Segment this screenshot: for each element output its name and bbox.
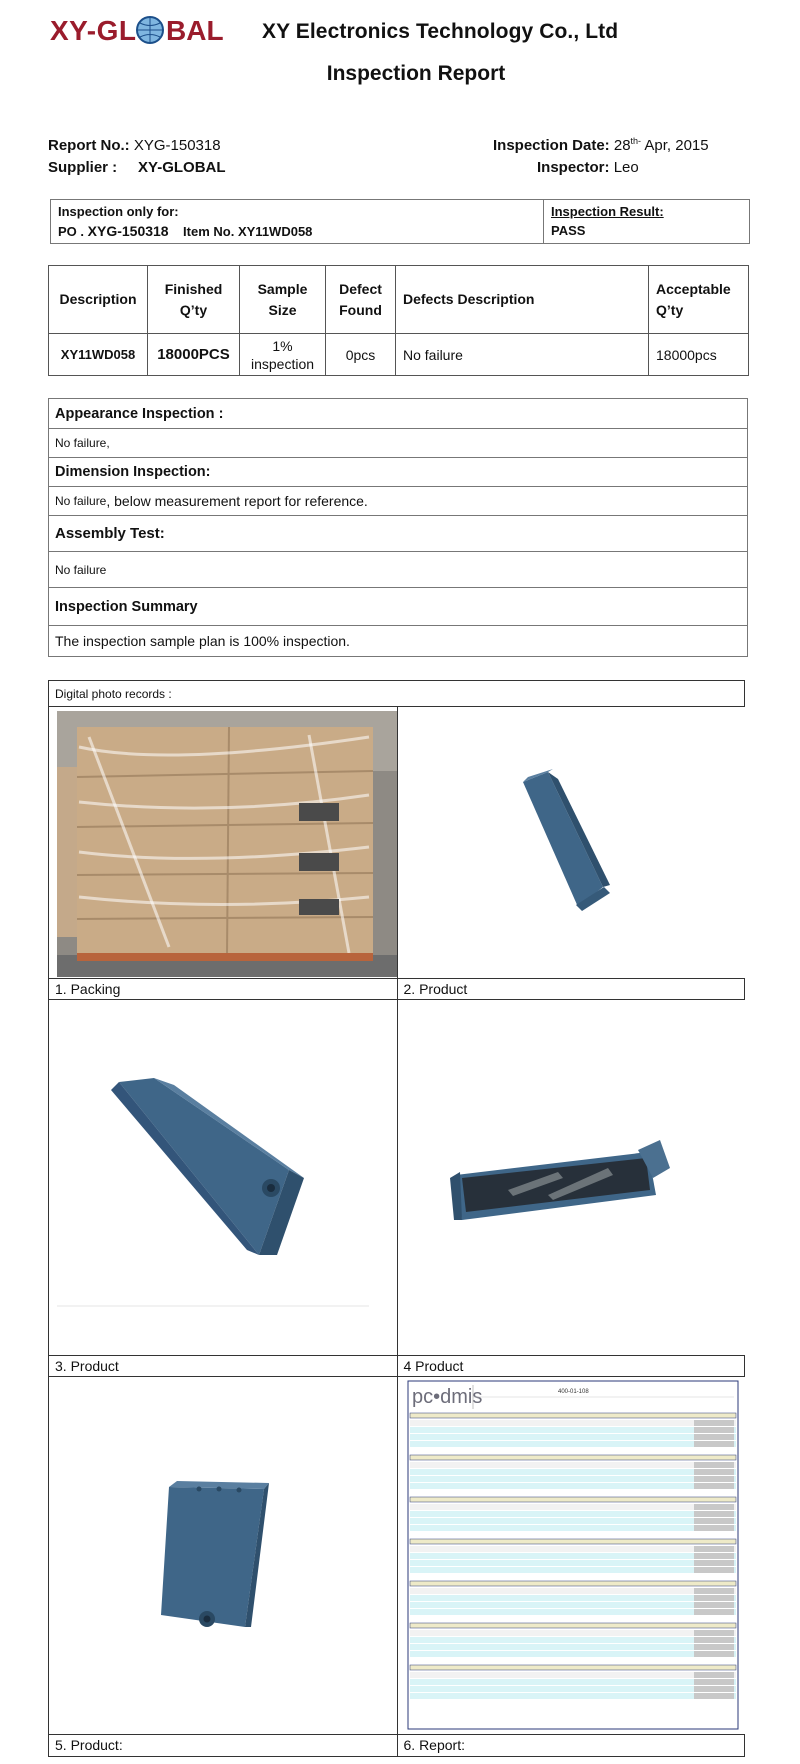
report-row [410, 1469, 736, 1475]
dimension-text: No failure , below measurement report for reference. [49, 487, 747, 516]
dimension-heading: Dimension Inspection: [49, 458, 747, 487]
report-row [410, 1630, 736, 1636]
report-cell [694, 1672, 734, 1678]
report-row [410, 1504, 736, 1510]
report-cell [694, 1693, 734, 1699]
report-row [410, 1434, 736, 1440]
report-row [410, 1644, 736, 1650]
company-name: XY Electronics Technology Co., Ltd [262, 20, 619, 43]
report-cell [694, 1546, 734, 1552]
report-band [410, 1497, 736, 1502]
report-row [410, 1595, 736, 1601]
report-band [410, 1665, 736, 1670]
report-cell [694, 1441, 734, 1447]
report-band [410, 1455, 736, 1460]
cell-defect: 0pcs [326, 334, 396, 376]
report-title: Inspection Report [326, 62, 506, 85]
report-cell [694, 1469, 734, 1475]
report-row [410, 1476, 736, 1482]
caption-4: 4 Product [397, 1356, 745, 1376]
assembly-heading: Assembly Test: [49, 516, 747, 552]
photo-product-3 [49, 1000, 397, 1355]
photo-product-5 [49, 1377, 397, 1734]
report-brand: pc•dmis [411, 1386, 482, 1408]
photo-product-2 [397, 707, 745, 978]
report-row [410, 1483, 736, 1489]
caption-2: 2. Product [397, 979, 745, 999]
report-cell [694, 1609, 734, 1615]
report-row [410, 1427, 736, 1433]
po-line: PO . XYG-150318 Item No. XY11WD058 [58, 223, 313, 239]
report-cell [694, 1525, 734, 1531]
product-photo-3 [49, 1000, 397, 1355]
col-description: Description [49, 266, 148, 334]
report-row [410, 1553, 736, 1559]
report-row [410, 1560, 736, 1566]
report-cell [694, 1511, 734, 1517]
inspection-result-label: Inspection Result: [551, 204, 664, 219]
report-cell [694, 1602, 734, 1608]
product-photo-4 [398, 1000, 746, 1355]
report-cell [694, 1588, 734, 1594]
inspection-info-table [50, 199, 750, 244]
report-cell [694, 1483, 734, 1489]
report-cell [694, 1595, 734, 1601]
report-cell [694, 1644, 734, 1650]
report-cell [694, 1567, 734, 1573]
inspection-result: PASS [551, 223, 586, 238]
report-cell [694, 1462, 734, 1468]
caption-3: 3. Product [55, 1358, 119, 1374]
report-band [410, 1539, 736, 1544]
report-row [410, 1679, 736, 1685]
report-row [410, 1441, 736, 1447]
report-code: 400-01-108 [557, 1389, 589, 1395]
caption-6: 6. Report: [397, 1735, 745, 1756]
report-row [410, 1525, 736, 1531]
report-cell [694, 1420, 734, 1426]
photo-report [397, 1377, 745, 1734]
report-cell [694, 1553, 734, 1559]
caption-1: 1. Packing [55, 981, 121, 997]
photo-product-4 [397, 1000, 745, 1355]
col-acceptable: Acceptable Q’ty [649, 266, 749, 334]
report-cell [694, 1518, 734, 1524]
report-cell [694, 1630, 734, 1636]
report-row [410, 1420, 736, 1426]
report-row [410, 1693, 736, 1699]
report-band [410, 1623, 736, 1628]
svg-text:XY-GL: XY-GL [50, 15, 137, 46]
report-band [410, 1581, 736, 1586]
report-row [410, 1546, 736, 1552]
inspection-date: Inspection Date: $28^{th-}$ Apr, 2015 [493, 136, 709, 154]
inspection-sections [48, 398, 748, 657]
cell-sample: 1% inspection [240, 334, 326, 376]
col-finished: Finished Q’ty [148, 266, 240, 334]
report-row [410, 1588, 736, 1594]
report-row [410, 1518, 736, 1524]
product-photo-5 [49, 1377, 397, 1734]
report-row [410, 1672, 736, 1678]
appearance-heading: Appearance Inspection : [49, 399, 747, 429]
summary-heading: Inspection Summary [49, 588, 747, 626]
col-defect: Defect Found [326, 266, 396, 334]
cell-finished: 18000PCS [148, 334, 240, 376]
summary-text: The inspection sample plan is 100% inspection. [55, 633, 350, 649]
report-row [410, 1637, 736, 1643]
report-cell [694, 1427, 734, 1433]
report-cell [694, 1434, 734, 1440]
report-row [410, 1609, 736, 1615]
col-sample: Sample Size [240, 266, 326, 334]
report-no: Report No.: XYG-150318 [48, 137, 221, 154]
report-row [410, 1462, 736, 1468]
report-cell [694, 1651, 734, 1657]
assembly-text: No failure [49, 552, 747, 588]
report-row [410, 1511, 736, 1517]
report-band [410, 1413, 736, 1418]
cell-description: XY11WD058 [49, 334, 148, 376]
report-row [410, 1602, 736, 1608]
report-cell [694, 1504, 734, 1510]
product-photo-2 [398, 707, 746, 978]
report-row [410, 1651, 736, 1657]
supplier: Supplier : XY-GLOBAL [48, 159, 226, 176]
report-row [410, 1567, 736, 1573]
report-cell [694, 1637, 734, 1643]
report-cell [694, 1686, 734, 1692]
report-cell [694, 1476, 734, 1482]
svg-text:BAL: BAL [166, 15, 224, 46]
report-cell [694, 1560, 734, 1566]
photo-records [48, 680, 745, 1757]
report-cell [694, 1679, 734, 1685]
quantity-table [48, 265, 749, 376]
measurement-report-image [398, 1377, 746, 1734]
packing-photo [49, 707, 397, 978]
appearance-text: No failure, [49, 429, 747, 458]
photo-records-title: Digital photo records : [49, 681, 744, 707]
cell-defects-description: No failure [396, 334, 649, 376]
report-row [410, 1686, 736, 1692]
inspector: Inspector: Leo [537, 159, 639, 176]
inspection-only-for: Inspection only for: [58, 204, 179, 219]
caption-5: 5. Product: [55, 1737, 123, 1753]
company-logo [50, 10, 250, 50]
cell-acceptable: 18000pcs [649, 334, 749, 376]
photo-packing [49, 707, 397, 978]
col-defects-description: Defects Description [396, 266, 649, 334]
